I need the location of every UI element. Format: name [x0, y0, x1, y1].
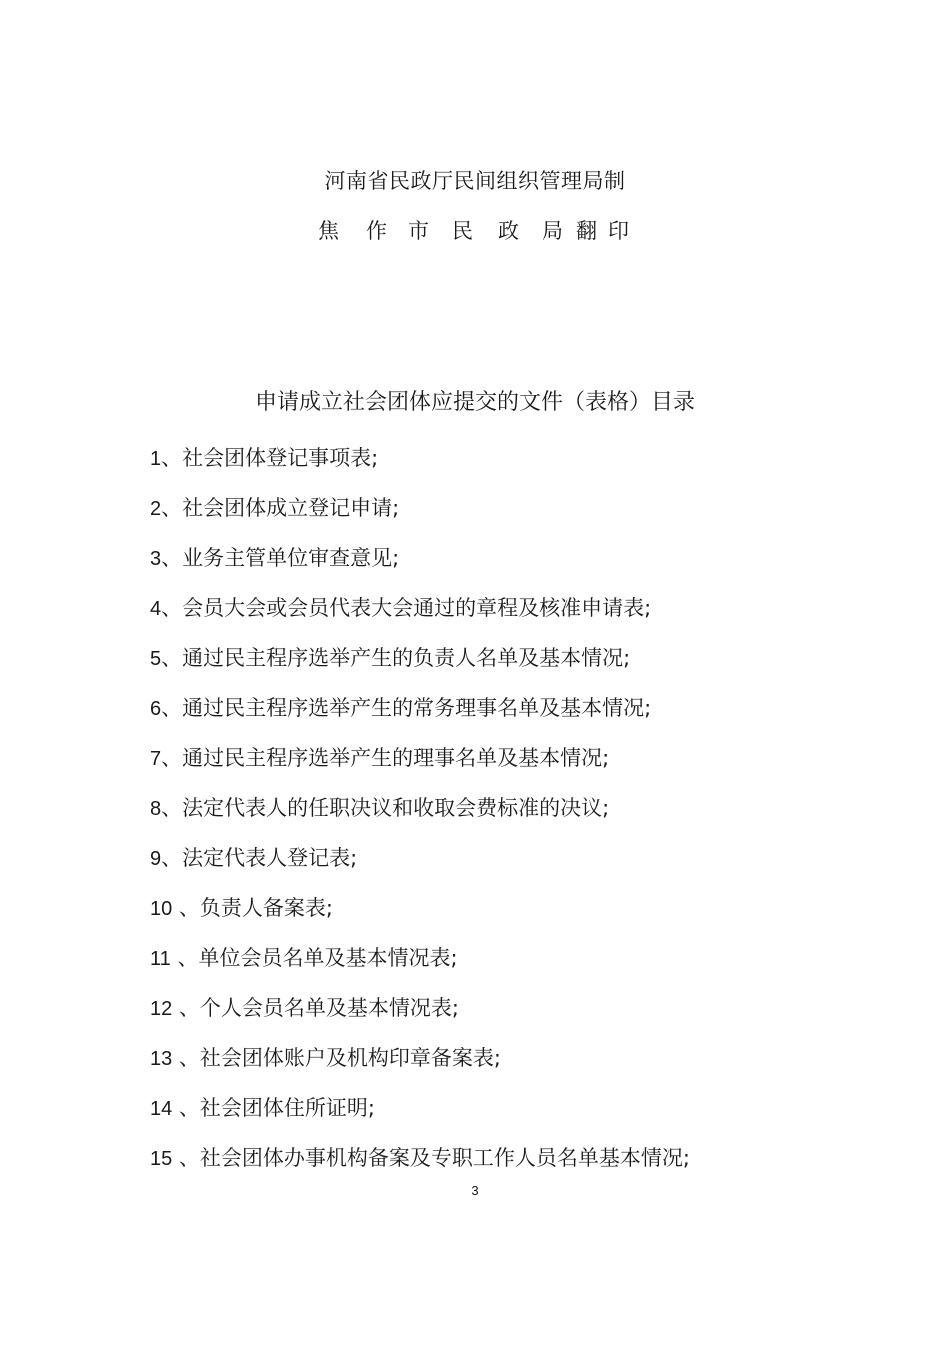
document-list	[150, 443, 870, 1193]
item-text: 、法定代表人登记表;	[161, 846, 358, 870]
item-number: 5	[150, 648, 162, 670]
list-item	[150, 1093, 870, 1143]
item-number: 1	[150, 448, 162, 470]
item-number: 6	[150, 698, 162, 720]
item-number: 13	[150, 1048, 173, 1070]
list-item	[150, 693, 870, 743]
list-item	[150, 443, 870, 493]
item-text: 、社会团体住所证明;	[172, 1096, 375, 1120]
item-text: 、社会团体成立登记申请;	[161, 496, 400, 520]
list-item	[150, 843, 870, 893]
document-title: 申请成立社会团体应提交的文件（表格）目录	[254, 390, 695, 415]
item-number: 8	[150, 798, 162, 820]
list-item	[150, 943, 870, 993]
printer-char: 作	[366, 219, 387, 243]
page-number: 3	[471, 1183, 479, 1198]
printer-char: 政	[498, 219, 519, 243]
printer-char: 局	[542, 219, 563, 243]
item-number: 7	[150, 748, 162, 770]
list-item	[150, 643, 870, 693]
item-number: 3	[150, 548, 162, 570]
item-text: 、社会团体办事机构备案及专职工作人员名单基本情况;	[172, 1146, 690, 1170]
item-text: 、社会团体登记事项表;	[161, 446, 379, 470]
printer-char: 焦	[318, 219, 339, 243]
item-number: 11	[150, 948, 171, 970]
item-text: 、通过民主程序选举产生的负责人名单及基本情况;	[161, 646, 631, 670]
printer-char: 印	[608, 219, 629, 243]
item-text: 、社会团体账户及机构印章备案表;	[172, 1046, 501, 1070]
item-text: 、业务主管单位审查意见;	[161, 546, 400, 570]
item-number: 10	[150, 898, 173, 920]
item-number: 15	[150, 1148, 173, 1170]
item-text: 、法定代表人的任职决议和收取会费标准的决议;	[161, 796, 610, 820]
item-text: 、个人会员名单及基本情况表;	[172, 996, 459, 1020]
item-number: 14	[150, 1098, 173, 1120]
printer-char: 市	[408, 219, 429, 243]
list-item	[150, 893, 870, 943]
printer-char: 翻	[576, 219, 597, 243]
item-text: 、通过民主程序选举产生的理事名单及基本情况;	[161, 746, 610, 770]
item-text: 、通过民主程序选举产生的常务理事名单及基本情况;	[161, 696, 652, 720]
list-item	[150, 993, 870, 1043]
item-number: 9	[150, 848, 162, 870]
list-item	[150, 543, 870, 593]
list-item	[150, 793, 870, 843]
item-text: 、单位会员名单及基本情况表;	[170, 946, 458, 970]
printer-char: 民	[452, 219, 473, 243]
item-text: 、负责人备案表;	[172, 896, 333, 920]
issuer-line: 河南省民政厅民间组织管理局制	[324, 169, 626, 193]
list-item	[150, 743, 870, 793]
item-number: 4	[150, 598, 162, 620]
item-number: 2	[150, 498, 162, 520]
list-item	[150, 493, 870, 543]
item-text: 、会员大会或会员代表大会通过的章程及核准申请表;	[161, 596, 652, 620]
item-number: 12	[150, 998, 173, 1020]
list-item	[150, 593, 870, 643]
list-item	[150, 1043, 870, 1093]
